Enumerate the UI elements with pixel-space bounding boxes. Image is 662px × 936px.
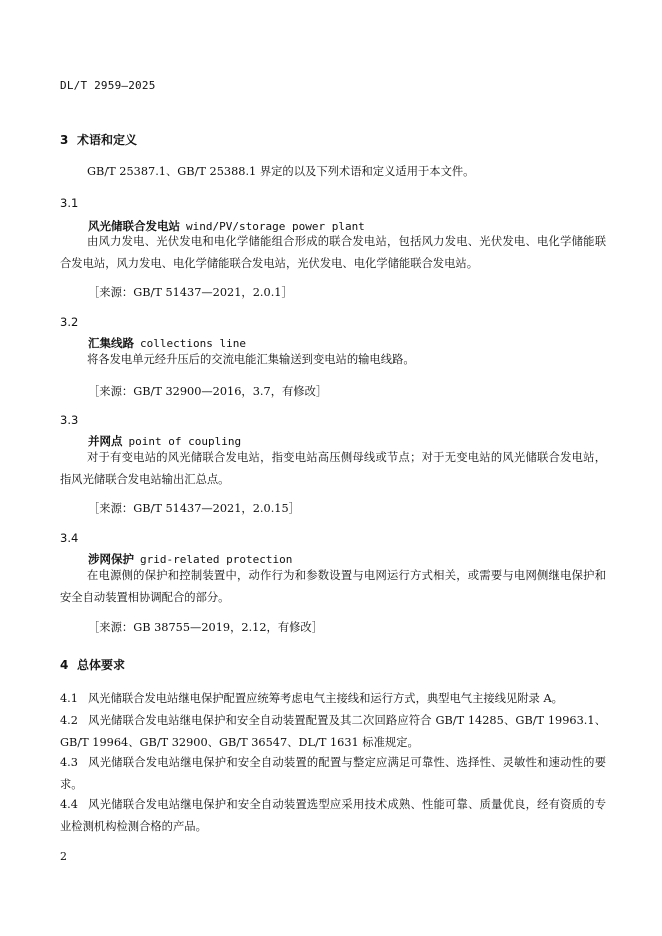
term-name-cn: 汇集线路 (88, 336, 134, 350)
section-heading (60, 131, 137, 148)
term-number: 3.4 (60, 531, 79, 545)
term-source: ［来源：GB/T 51437—2021，2.0.1］ (88, 286, 293, 299)
requirement-item (60, 710, 606, 754)
section-number: 3 (60, 133, 69, 147)
section-title: 总体要求 (77, 658, 126, 672)
term-name-cn: 并网点 (88, 434, 123, 448)
requirement-text: 风光储联合发电站继电保护配置应统筹考虑电气主接线和运行方式，典型电气主接线见附录 A。 (87, 692, 563, 705)
term-source: ［来源：GB 38755—2019，2.12，有修改］ (88, 621, 324, 634)
requirement-text: 风光储联合发电站继电保护和安全自动装置选型应采用技术成熟、性能可靠、质量优良，经有资质的专业检测机构检测合格的产品。 (60, 798, 606, 833)
term-number: 3.2 (60, 315, 79, 329)
standard-code-header: DL/T 2959—2025 (60, 79, 156, 92)
requirement-number: 4.3 (60, 756, 78, 769)
requirement-text: 风光储联合发电站继电保护和安全自动装置配置及其二次回路应符合 GB/T 14285、GB/T 19963.1、GB/T 19964、GB/T 32900、GB/T 36547、DL/T 1631 标准规定。 (60, 714, 606, 749)
term-definition: 对于有变电站的风光储联合发电站，指变电站高压侧母线或节点；对于无变电站的风光储联合发电站，指风光储联合发电站输出汇总点。 (60, 451, 606, 486)
requirement-text: 风光储联合发电站继电保护和安全自动装置的配置与整定应满足可靠性、选择性、灵敏性和速动性的要求。 (60, 756, 606, 791)
term-name-en: point of coupling (128, 435, 242, 448)
section-number: 4 (60, 658, 69, 672)
section-title: 术语和定义 (77, 133, 138, 147)
requirement-number: 4.4 (60, 798, 78, 811)
page-number: 2 (60, 850, 67, 863)
term-number: 3.1 (60, 196, 79, 210)
term-definition: 在电源侧的保护和控制装置中，动作行为和参数设置与电网运行方式相关，或需要与电网侧继电保护和安全自动装置相协调配合的部分。 (60, 569, 606, 604)
section-intro: GB/T 25387.1、GB/T 25388.1 界定的以及下列术语和定义适用于本文件。 (87, 165, 475, 178)
term-definition: 由风力发电、光伏发电和电化学储能组合形成的联合发电站，包括风力发电、光伏发电、电化学储能联合发电站，风力发电、电化学储能联合发电站，光伏发电、电化学储能联合发电站。 (60, 235, 606, 270)
term-source: ［来源：GB/T 51437—2021，2.0.15］ (88, 502, 300, 515)
requirement-number: 4.1 (60, 692, 78, 705)
term-name-en: collections line (140, 337, 246, 350)
term-name-cn: 风光储联合发电站 (88, 219, 180, 233)
term-name-en: grid-related protection (140, 553, 293, 566)
requirement-item (60, 688, 606, 710)
requirement-item (60, 794, 606, 838)
term-source: ［来源：GB/T 32900—2016，3.7，有修改］ (88, 385, 328, 398)
term-name-en: wind/PV/storage power plant (186, 220, 365, 233)
requirement-number: 4.2 (60, 714, 78, 727)
term-name-cn: 涉网保护 (88, 552, 134, 566)
requirement-item (60, 752, 606, 796)
term-number: 3.3 (60, 413, 79, 427)
section-heading (60, 656, 125, 673)
term-definition: 将各发电单元经升压后的交流电能汇集输送到变电站的输电线路。 (87, 353, 415, 366)
